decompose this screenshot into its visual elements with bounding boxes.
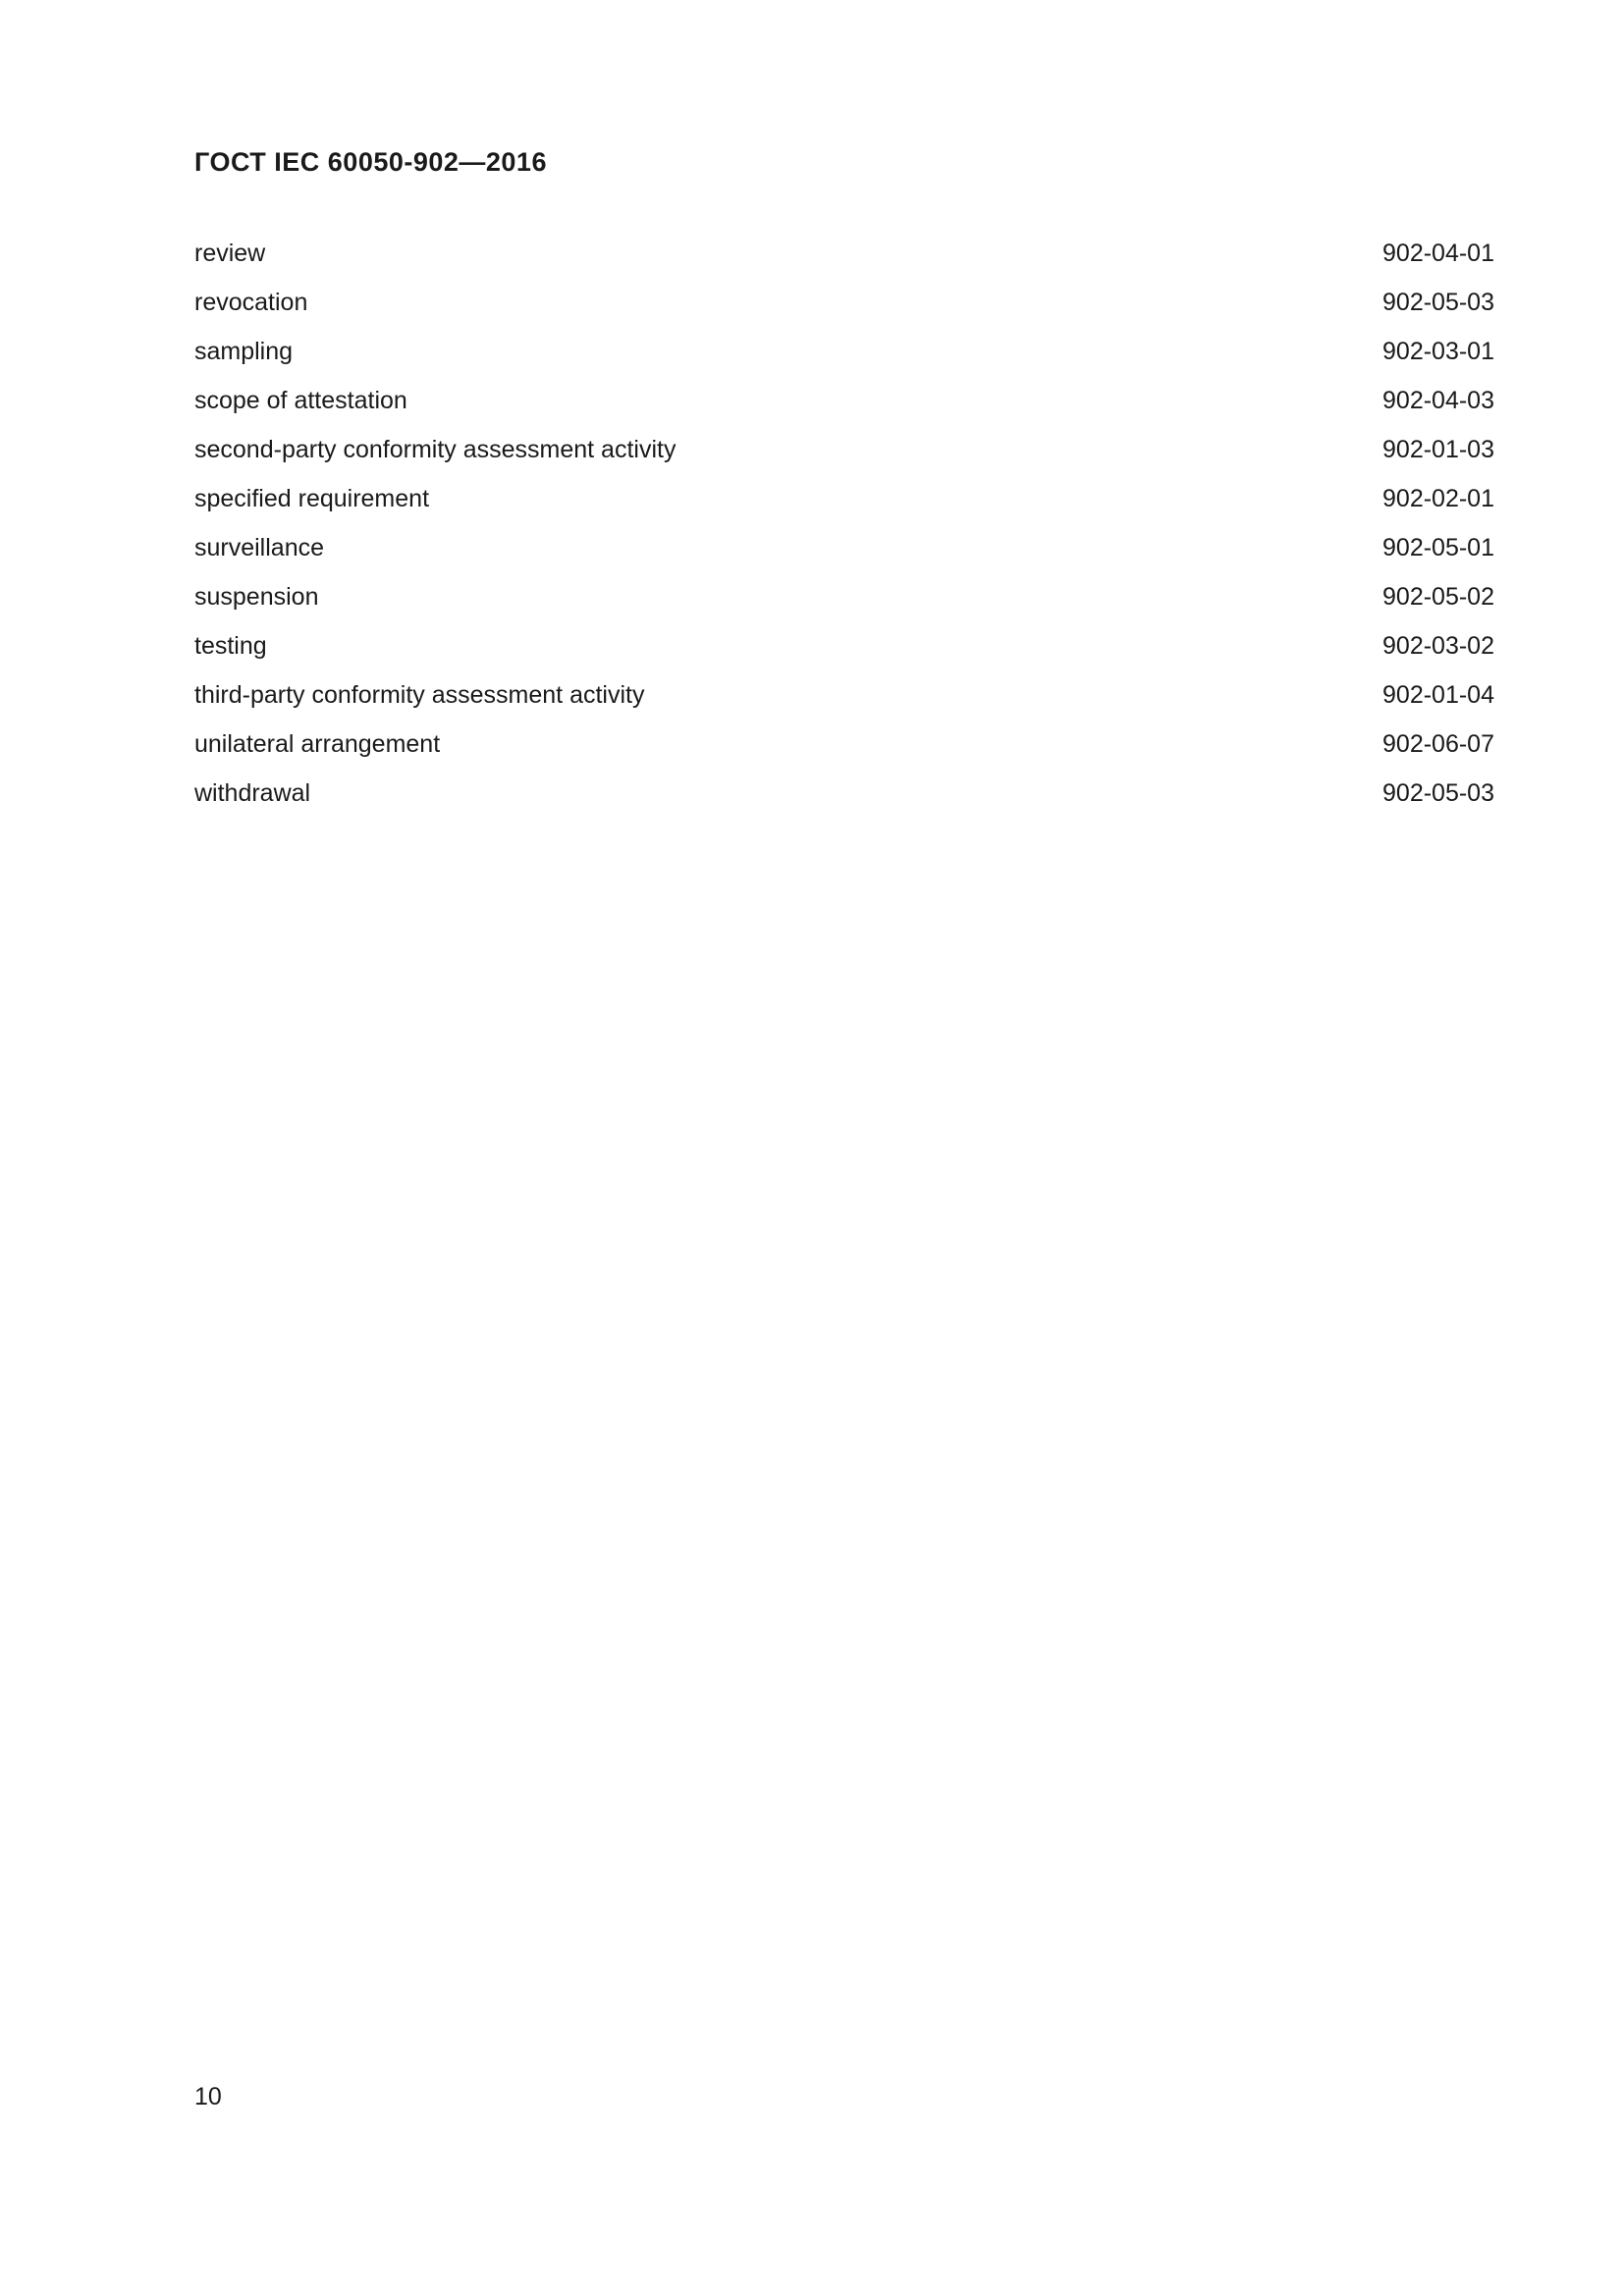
index-entry <box>194 485 1494 534</box>
index-entry <box>194 534 1494 583</box>
index-entry <box>194 289 1494 338</box>
index-entry <box>194 240 1494 289</box>
index-code: 902-06-07 <box>1382 730 1494 758</box>
index-code: 902-05-02 <box>1382 583 1494 611</box>
index-entry <box>194 387 1494 436</box>
index-term: review <box>194 240 266 267</box>
index-code: 902-05-03 <box>1382 289 1494 316</box>
index-entry <box>194 436 1494 485</box>
index-code: 902-03-02 <box>1382 632 1494 660</box>
index-term: second-party conformity assessment activity <box>194 436 677 463</box>
index-entry <box>194 632 1494 681</box>
index-term: suspension <box>194 583 319 611</box>
index-code: 902-05-01 <box>1382 534 1494 561</box>
index-code: 902-01-04 <box>1382 681 1494 709</box>
index-term: withdrawal <box>194 779 311 807</box>
index-term: testing <box>194 632 267 660</box>
index-entry <box>194 730 1494 779</box>
page-number: 10 <box>194 2083 222 2110</box>
index-entry <box>194 338 1494 387</box>
index-term: third-party conformity assessment activity <box>194 681 645 709</box>
index-code: 902-02-01 <box>1382 485 1494 512</box>
index-term: specified requirement <box>194 485 430 512</box>
index-code: 902-03-01 <box>1382 338 1494 365</box>
index-entry <box>194 779 1494 828</box>
index-entry <box>194 583 1494 632</box>
index-term: surveillance <box>194 534 325 561</box>
index-code: 902-04-01 <box>1382 240 1494 267</box>
index-code: 902-04-03 <box>1382 387 1494 414</box>
index-term: unilateral arrangement <box>194 730 441 758</box>
document-header: ГОСТ IEC 60050-902—2016 <box>194 147 547 177</box>
index-code: 902-05-03 <box>1382 779 1494 807</box>
index-code: 902-01-03 <box>1382 436 1494 463</box>
term-index-list <box>194 240 1494 828</box>
index-term: scope of attestation <box>194 387 407 414</box>
index-entry <box>194 681 1494 730</box>
index-term: sampling <box>194 338 294 365</box>
index-term: revocation <box>194 289 308 316</box>
